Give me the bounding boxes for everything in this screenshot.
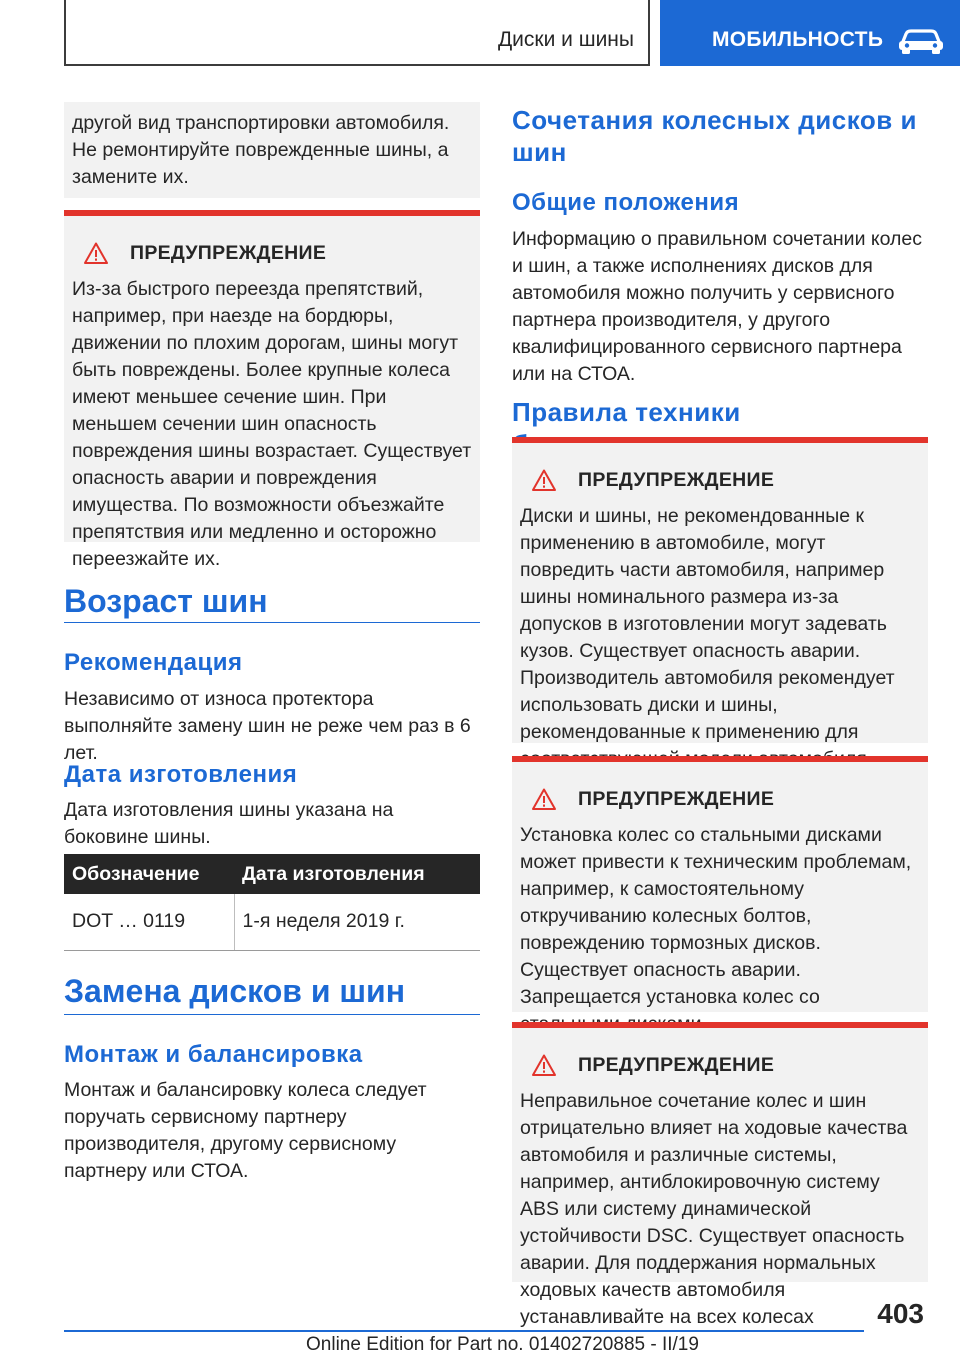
heading-rule [64, 1014, 480, 1015]
warning-triangle-icon [532, 1054, 556, 1076]
warning-header [72, 236, 472, 270]
subheading: Общие положения [512, 189, 740, 216]
intro-note-box [64, 102, 480, 198]
warning-header [520, 1048, 920, 1082]
warning-text: Из-за быстрого переезда препятствий, например, при наезде на бордюры, движении по плохим дорогам, шины могут быть повреждены. Более крупные колеса имеют меньшее сечение шин. При меньшем сечении шин опасность повреждения шины возрастает. Существует опасность аварии и повреждения имущества. По возможности объезжайте препятствия или медленно и осторожно переезжайте их. [72, 278, 472, 570]
paragraph: Монтаж и балансировку колеса следует поручать сервисному партнеру производителя, другому сервисному партнеру или СТОА. [64, 1079, 427, 1182]
warning-header [520, 463, 920, 497]
section-heading: Возраст шин [64, 583, 268, 619]
chapter-tab [660, 0, 960, 66]
subheading: Монтаж и балансировка [64, 1041, 363, 1068]
warning-header [520, 782, 920, 816]
warning-box [512, 756, 928, 1012]
table-header-cell: Обозначение [64, 854, 234, 894]
warning-text: Установка колес со стальными дисками может привести к техническим проблемам, например, к самостоятельному откручиванию колесных болтов, повреждению тормозных дисков. Существует опасность аварии. Запрещается установка колес со [520, 824, 912, 1008]
paragraph: Независимо от износа протектора выполняйте замену шин не реже чем раз в 6 лет. [64, 688, 471, 764]
subheading: Дата изготовления [64, 761, 298, 788]
warning-box [512, 437, 928, 743]
table-header-cell: Дата изготовления [234, 854, 480, 894]
table-row [64, 894, 480, 950]
paragraph: Информацию о правильном сочетании колес и шин, а также исполнениях дисков для автомобиля можно получить у сервисного партнера производителя, у другого квалифицированного сервисного партнера или на СТОА. [512, 228, 923, 385]
table-header-row [64, 854, 480, 894]
warning-text: Диски и шины, не рекомендованные к применению в автомобиле, могут повредить части автомобиля, например шины номинального размера из-за допусков в изготовлении могут задевать кузов. Существует опасность аварии. Производитель автомобиля рекомендует использовать диски и шины, рекомендованные к применению для [520, 505, 895, 743]
footer-rule [64, 1330, 864, 1332]
warning-box [64, 210, 480, 570]
heading-rule [64, 622, 480, 623]
paragraph: Дата изготовления шины указана на боковине шины. [64, 799, 394, 848]
dot-code-table [64, 854, 480, 951]
table-cell: DOT … 0119 [64, 894, 234, 950]
table-cell: 1-я неделя 2019 г. [234, 894, 480, 950]
subheading: Правила техники [512, 397, 741, 427]
intro-note-text: другой вид транспортировки автомобиля. Не ремонтируйте поврежденные шины, а замените их. [72, 112, 450, 188]
warning-title: ПРЕДУПРЕЖДЕНИЕ [578, 787, 775, 810]
warning-title: ПРЕДУПРЕЖДЕНИЕ [130, 241, 327, 264]
section-tab [64, 0, 650, 66]
car-icon [896, 26, 946, 54]
section-heading: Замена дисков и шин [64, 973, 406, 1009]
warning-title: ПРЕДУПРЕЖДЕНИЕ [578, 468, 775, 491]
warning-title: ПРЕДУПРЕЖДЕНИЕ [578, 1053, 775, 1076]
edition-text: Online Edition for Part no. 01402720885 - II/19 [306, 1334, 699, 1355]
chapter-title: МОБИЛЬНОСТЬ [712, 28, 884, 51]
warning-triangle-icon [84, 242, 108, 264]
section-heading: Сочетания колесных дисков и шин [512, 105, 917, 167]
section-title: Диски и шины [497, 28, 634, 51]
page-number: 403 [877, 1298, 924, 1329]
warning-text: Неправильное сочетание колес и шин отрицательно влияет на ходовые качества автомобиля и различные системы, например, антиблокировочную систему ABS или систему динамической устойчивости DSC. Существует опасность аварии. Для поддержания нормальных ходовых качеств автомобиля устанавливайте на всех колесах [520, 1090, 908, 1328]
subheading: Рекомендация [64, 649, 243, 676]
warning-triangle-icon [532, 469, 556, 491]
warning-triangle-icon [532, 788, 556, 810]
